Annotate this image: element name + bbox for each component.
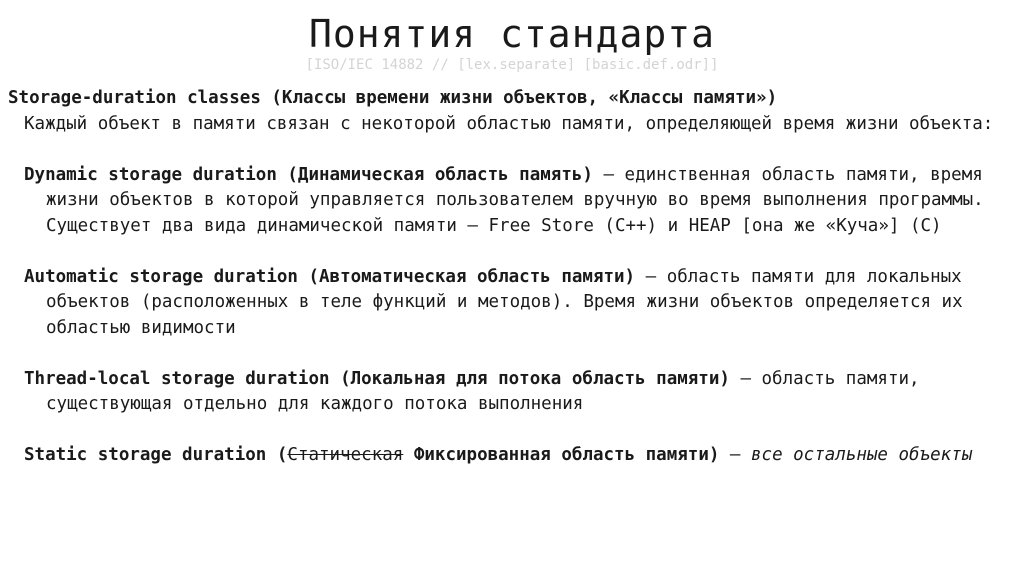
dynamic-term: Dynamic storage duration (Динамическая область память) (24, 164, 593, 185)
slide-subtitle: [ISO/IEC 14882 // [lex.separate] [basic.def.odr]] (305, 57, 719, 73)
static-term-suffix: Фиксированная область памяти) (403, 445, 720, 465)
static-italic-text: все остальные объекты (751, 445, 973, 465)
spacer (8, 418, 1012, 444)
thread-text: – область памяти, существующая отдельно для каждого потока выполнения (46, 368, 920, 414)
slide-title: Понятия стандарта (309, 12, 715, 56)
section-heading: Storage-duration classes (Классы времени жизни объектов, «Классы памяти») (8, 88, 778, 108)
intro-paragraph: Каждый объект в памяти связан с некоторой областью памяти, определяющей время жизни объекта: (24, 113, 994, 134)
spacer (8, 137, 1012, 163)
thread-term: Thread-local storage duration (Локальная для потока область памяти) (24, 368, 730, 389)
automatic-paragraph (8, 265, 1012, 342)
static-paragraph (8, 443, 1012, 469)
static-dash: – (719, 445, 751, 465)
automatic-text: – область памяти для локальных объектов (расположенных в теле функций и методов). Время жизни объектов определяется их областью видимости (46, 266, 963, 338)
static-struck-word: Статическая (287, 445, 404, 465)
thread-paragraph (8, 367, 1012, 418)
static-term-prefix: Static storage duration ( (24, 445, 288, 465)
slide-content (8, 86, 1012, 469)
spacer (8, 341, 1012, 367)
dynamic-text: – единственная область памяти, время жизни объектов в которой управляется пользователем вручную во время выполнения программы. Существует два вида динамической памяти – Free Store (C++) и HEAP [она же «Куча»] (C) (46, 164, 984, 236)
dynamic-paragraph (8, 163, 1012, 240)
automatic-term: Automatic storage duration (Автоматическая область памяти) (24, 266, 636, 287)
spacer (8, 239, 1012, 265)
